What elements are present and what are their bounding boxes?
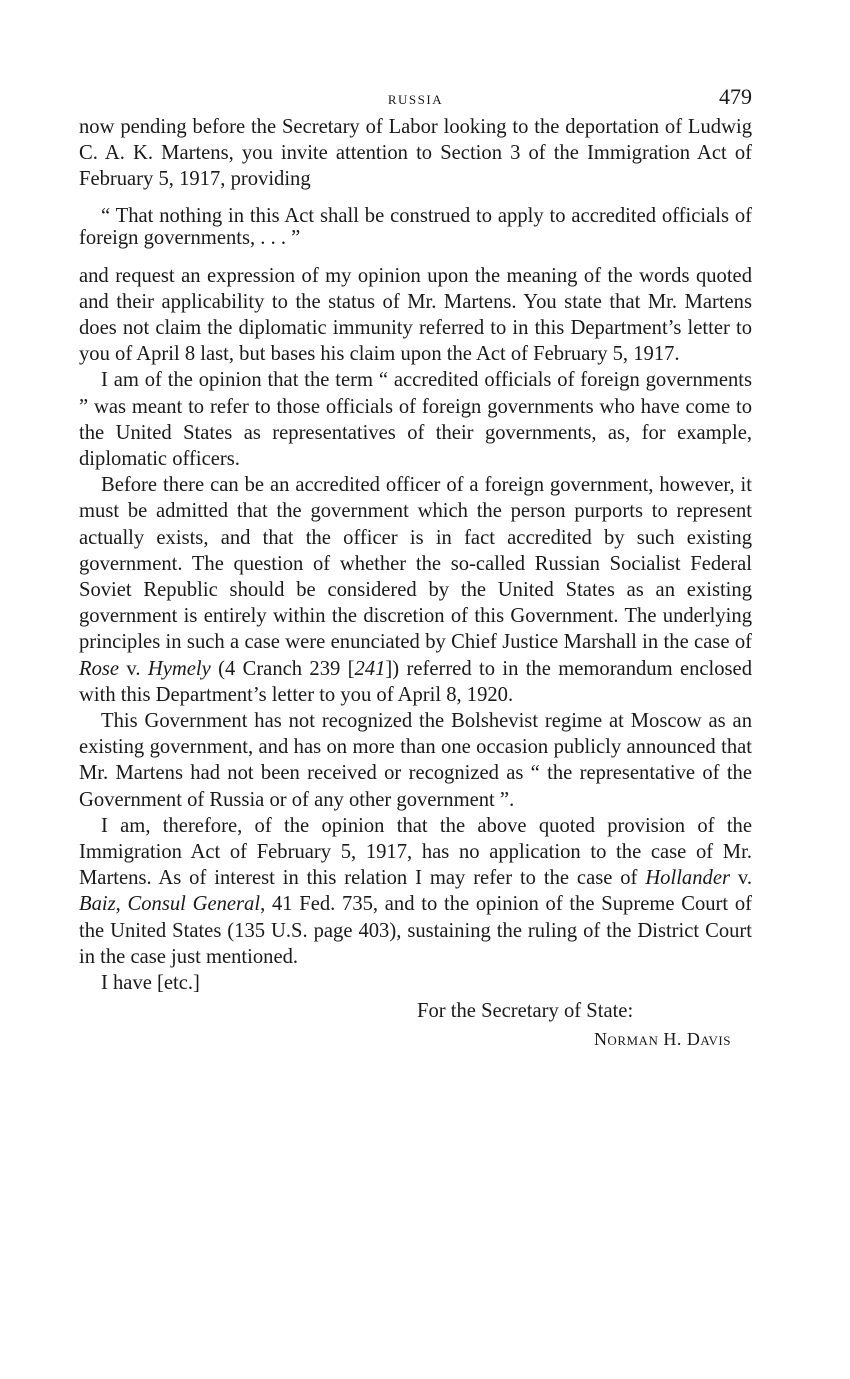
- paragraph-opinion-term: I am of the opinion that the term “ accredited officials of foreign governments ” was meant to refer to those officials of foreign governments who have come to the United States as representatives of their governments, as, for example, diplomatic officers.: [79, 369, 752, 471]
- citation-open: (4 Cranch 239 [: [210, 657, 355, 680]
- para4-text-after: ]) referred to in the memorandum enclosed with this Department’s letter to you of April 8, 1920.: [79, 657, 752, 706]
- paragraph-conclusion: [79, 813, 752, 970]
- para6-text-after: , 41 Fed. 735, and to the opinion of the Supreme Court of the United States (135 U.S. page 403), sustaining the ruling of the District Court in the case just mentioned.: [79, 893, 752, 968]
- case-versus: v.: [119, 657, 148, 680]
- block-quote: “ That nothing in this Act shall be construed to apply to accredited officials of foreign governments, . . . ”: [79, 204, 752, 249]
- citation-page: 241: [354, 657, 386, 680]
- signature-for-line: For the Secretary of State:: [417, 1000, 634, 1023]
- document-page: [79, 80, 752, 1056]
- signature-block: [79, 1000, 752, 1056]
- paragraph-not-recognized: This Government has not recognized the Bolshevist regime at Moscow as an existing government, and has on more than one occasion publicly announced that Mr. Martens had not been received or recognized as “ the representative of the Government of Russia or of any other government ”.: [79, 710, 752, 811]
- page-number: 479: [719, 84, 752, 109]
- case-party-hollander: Hollander: [645, 867, 730, 890]
- case-comma: ,: [115, 893, 128, 916]
- paragraph-request: and request an expression of my opinion upon the meaning of the words quoted and their applicability to the status of Mr. Martens. You state that Mr. Martens does not claim the diplomatic immunity referred to in this Department’s letter to you of April 8 last, but bases his claim upon the Act of February 5, 1917.: [79, 264, 752, 366]
- paragraph-accredited-officer: [79, 472, 752, 708]
- para4-text-before: Before there can be an accredited officer of a foreign government, however, it must be admitted that the government which the person purports to represent actually exists, and that the officer is in fact accredited by such existing government. The question of whether the so-called Russian Socialist Federal Soviet Republic should be considered by the United States as an existing government is entirely within the discretion of this Government. The underlying principles in such a case were enunciated by Chief Justice Marshall in the case of: [79, 474, 752, 654]
- running-header: [79, 80, 752, 114]
- body-text: [79, 114, 752, 996]
- running-title: RUSSIA: [387, 92, 444, 107]
- case-versus: v.: [729, 867, 752, 890]
- paragraph-continuation: now pending before the Secretary of Labor looking to the deportation of Ludwig C. A. K. Martens, you invite attention to Section 3 of the Immigration Act of February 5, 1917, providing: [79, 116, 752, 191]
- case-party-rose: Rose: [79, 657, 120, 680]
- case-party-hymely: Hymely: [147, 657, 211, 680]
- closing-line: I have [etc.]: [101, 972, 200, 995]
- case-title-consul-general: Consul General: [127, 893, 261, 916]
- case-party-baiz: Baiz: [79, 893, 116, 916]
- para6-text-before: I am, therefore, of the opinion that the above quoted provision of the Immigration Act of February 5, 1917, has no application to the case of Mr. Martens. As of interest in this relation I may refer to the case of: [79, 814, 752, 890]
- signatory-name: Norman H. Davis: [593, 1029, 731, 1050]
